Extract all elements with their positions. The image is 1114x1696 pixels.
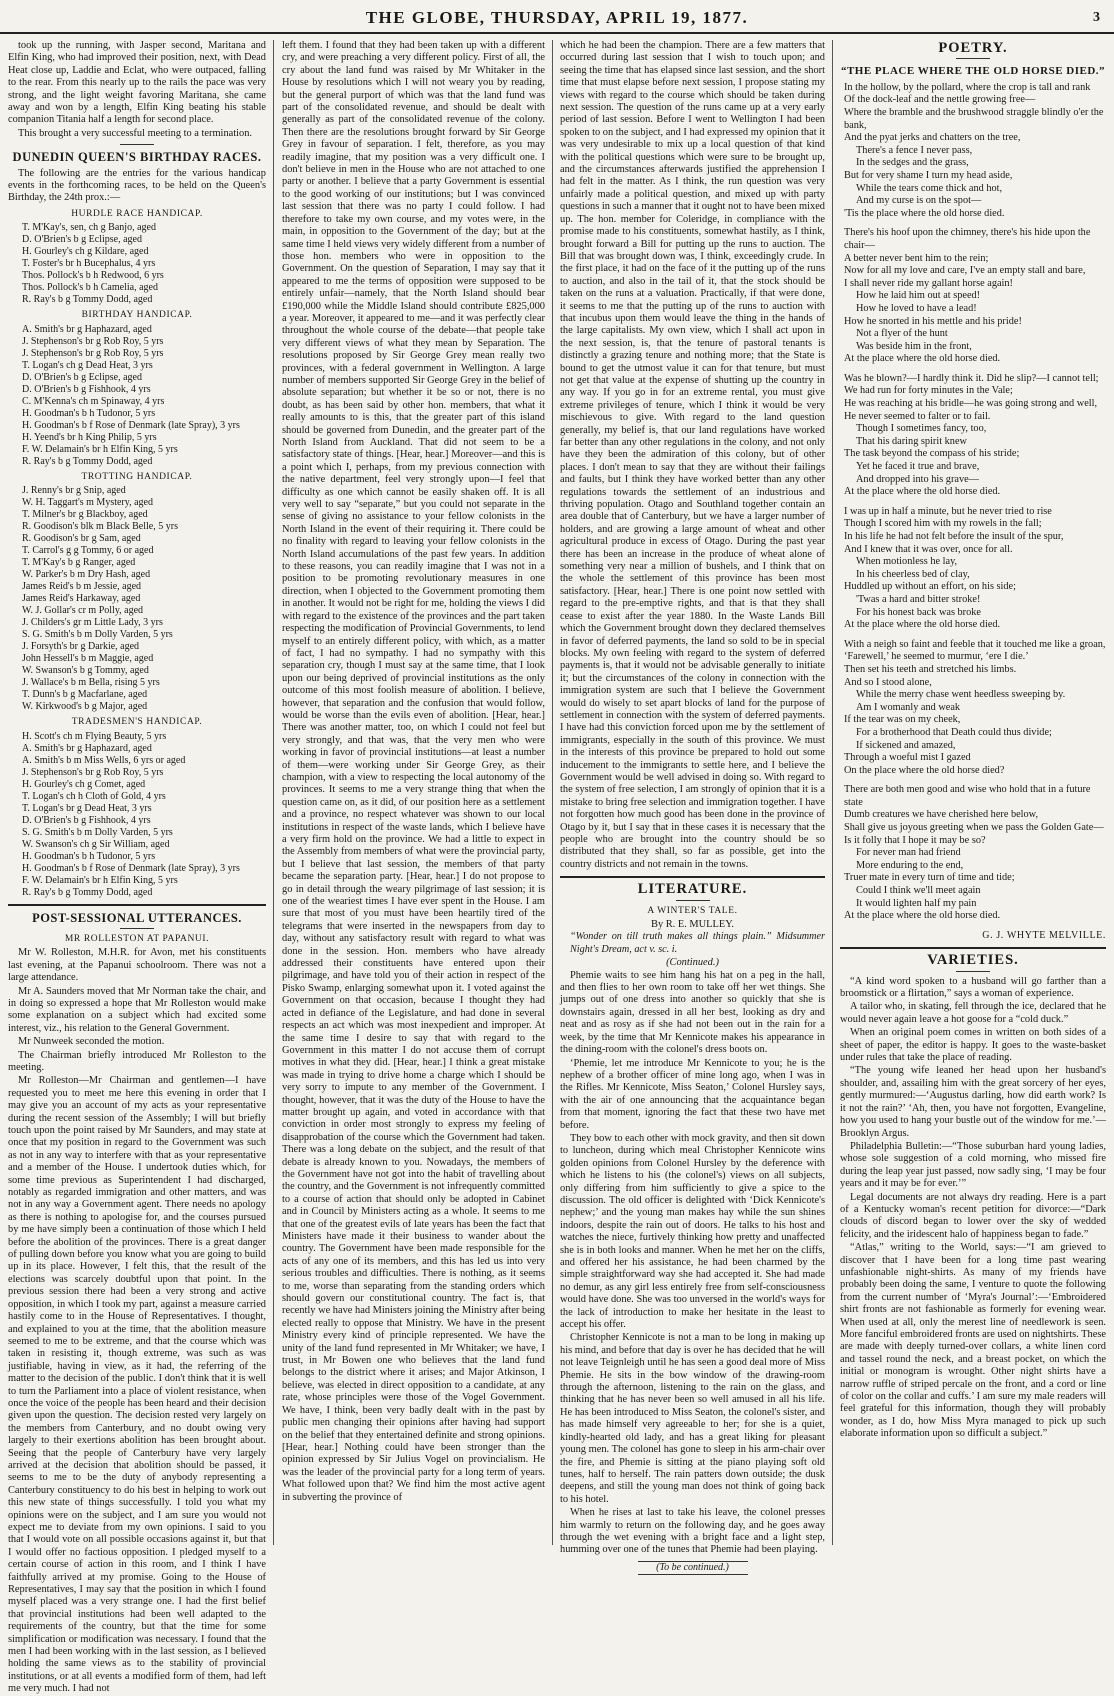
column-rule (273, 40, 274, 1545)
column-rule (552, 40, 553, 1545)
poem-line: But for very shame I turn my head aside, (844, 169, 1013, 181)
race-entry: J. Stephenson's br g Rob Roy, 5 yrs (22, 335, 164, 347)
race-entry: T. Logan's ch h Cloth of Gold, 4 yrs (22, 790, 166, 802)
race-entry: W. J. Gollar's cr m Polly, aged (22, 605, 144, 617)
page-number: 3 (1093, 10, 1100, 25)
poem-line: Dumb creatures we have cherished here below, (844, 809, 1039, 821)
poem-line: 'Tis the place where the old horse died. (844, 207, 1005, 219)
poem-line: A better never bent him to the rein; (844, 252, 989, 264)
masthead-title: THE GLOBE, THURSDAY, APRIL 19, 1877. (365, 8, 749, 27)
race-entry: Thos. Pollock's b h Camelia, aged (22, 282, 158, 294)
race-entry: D. O'Brien's b g Fishhook, 4 yrs (22, 814, 151, 826)
race-entry: A. Smith's b m Miss Wells, 6 yrs or aged (22, 754, 186, 766)
poem-line: He was reaching at his bridle—he was going strong and well, (844, 398, 1098, 410)
poem-line: How he laid him out at speed! (856, 290, 981, 302)
story-title: A WINTER'S TALE. (647, 905, 738, 916)
story-paragraph: When he rises at last to take his leave, the colonel presses him warmly to return on the following day, and he goes away through the wet evening with a bright face and a light step, humming over one of the tunes that Phemie had been playing. (560, 1507, 825, 1556)
rolleston-subheadline: MR ROLLESTON AT PAPANUI. (64, 933, 210, 944)
race-entry: J. Stephenson's br g Rob Roy, 5 yrs (22, 766, 164, 778)
race-entry: James Reid's b m Jessie, aged (22, 581, 142, 593)
story-epigraph: “Wonder on till truth makes all things plain.” Midsummer Night's Dream, act v. sc. i. (570, 931, 825, 955)
poem-line: In the sedges and the grass, (856, 157, 969, 169)
race-entry: R. Ray's b g Tommy Dodd, aged (22, 886, 153, 898)
race-entry: S. G. Smith's b m Dolly Varden, 5 yrs (22, 826, 173, 838)
race-entry: H. Goodman's b h Tudonor, 5 yrs (22, 850, 156, 862)
race-entry: H. Goodman's b f Rose of Denmark (late Spray), 3 yrs (22, 419, 240, 431)
story-paragraph: Phemie waits to see him hang his hat on a peg in the hall, and then flies to her own room to take off her wet things. She jumps out of one dress into another so quickly that she is downstairs again, dressed in all her best, looking as dry and neat and as rosy as if she had not been out in the rain for a week, by the time that Mr Kennicote makes his appearance in the dining-room with the colonel's dress boots on. (560, 969, 825, 1056)
race-entry: J. Forsyth's br g Darkie, aged (22, 641, 140, 653)
trotting-entries (8, 485, 266, 713)
poem-line: We had run for forty minutes in the Vale; (844, 385, 1013, 397)
race-entry: H. Gourley's ch g Kildare, aged (22, 246, 149, 258)
race-entry: T. Logan's br g Dead Heat, 3 yrs (22, 802, 152, 814)
divider (120, 928, 154, 929)
column-3 (560, 40, 825, 1573)
race-entry: D. O'Brien's b g Eclipse, aged (22, 234, 142, 246)
rolleston-article (8, 947, 266, 1695)
race-entry: F. W. Delamain's br h Elfin King, 5 yrs (22, 874, 178, 886)
race-entry: F. W. Delamain's br h Elfin King, 5 yrs (22, 443, 178, 455)
race-entry: S. G. Smith's b m Dolly Varden, 5 yrs (22, 629, 173, 641)
races-intro: The following are the entries for the various handicap events in the forthcoming races, to be held on the Queen's Birthday, the 24th prox.:— (8, 167, 266, 204)
poem-line: Then set his teeth and stretched his limbs. (844, 663, 1017, 675)
tradesmen-handicap-title: TRADESMEN'S HANDICAP. (71, 717, 203, 728)
race-entry: C. M'Kenna's ch m Spinaway, 4 yrs (22, 395, 165, 407)
poem-line: Shall give us joyous greeting when we pass the Golden Gate— (844, 822, 1104, 834)
column-4 (840, 40, 1106, 1545)
poem-stanza (840, 373, 1106, 499)
race-entry: H. Goodman's b h Tudonor, 5 yrs (22, 407, 156, 419)
tradesmen-entries (8, 731, 266, 899)
story-paragraph: Christopher Kennicote is not a man to be long in making up his mind, and before that day is over he has decided that he will not leave Teignleigh until he has seen a good deal more of Miss Phemie. He sits in the bow window of the drawing-room through the afternoon, listening to the rain on the glass, and thinking that he has never been so well amused in all his life. He has been introduced to Miss Seaton, the colonel's sister, and has made himself very agreeable to her; for she is a quiet, kindly-hearted old lady, and has a great liking for pleasant young men. The colonel has gone to sleep in his arm-chair over the fire, and Phemie is sitting at the piano playing soft old tunes, half to herself. The rain patters down outside; the dusk deepens, and still the young man does not think of going back to his hotel. (560, 1332, 825, 1505)
race-entry: T. Milner's br g Blackboy, aged (22, 509, 148, 521)
divider (120, 144, 154, 145)
poem-line: Not a flyer of the hunt (856, 328, 948, 340)
race-entry: R. Goodison's blk m Black Belle, 5 yrs (22, 521, 178, 533)
poem-line: Where the bramble and the brushwood straggle blindly o'er the bank, (844, 107, 1104, 131)
race-entry: T. Carrol's g g Tommy, 6 or aged (22, 545, 154, 557)
varieties-list (840, 976, 1106, 1441)
paragraph: “A kind word spoken to a husband will go farther than a broomstick or a flirtation,” says a woman of experience. (840, 975, 1106, 1000)
poem-line: Now for all my love and care, I've an empty stall and bare, (844, 265, 1086, 277)
race-entry: John Hessell's b m Maggie, aged (22, 653, 154, 665)
poem-line: In his life he had not felt before the insult of the spur, (844, 531, 1064, 542)
race-entry: H. Goodman's b f Rose of Denmark (late Spray), 3 yrs (22, 862, 240, 874)
race-entry: W. Kirkwood's b g Major, aged (22, 701, 148, 713)
race-entry: R. Ray's b g Tommy Dodd, aged (22, 294, 153, 306)
race-entry: H. Yeend's br h King Philip, 5 yrs (22, 431, 157, 443)
divider (956, 971, 990, 972)
race-entry: W. H. Taggart's m Mystery, aged (22, 497, 153, 509)
poem-line: In his cheerless bed of clay, (856, 568, 970, 580)
poem-line: At the place where the old horse died. (844, 353, 1001, 365)
poem-line: While the merry chase went heedless sweeping by. (856, 689, 1066, 701)
trotting-handicap-title: TROTTING HANDICAP. (81, 471, 193, 482)
poem-line: Truer mate in every turn of time and tide; (844, 872, 1015, 884)
story-paragraph: ‘Phemie, let me introduce Mr Kennicote to you; he is the nephew of a brother officer of mine long ago, when I was in the Rifles. Mr Kennicote, Miss Seaton,’ Colonel Hursley says, with the air of one announcing that the acquaintance began from that moment, ignoring the fact that these two have met before. (560, 1057, 825, 1131)
continued-note: (Continued.) (666, 957, 719, 969)
poem-line: 'Twas a hard and bitter stroke! (856, 593, 981, 605)
poem-line: I shall never ride my gallant horse again! (844, 277, 1013, 289)
race-entry: A. Smith's br g Haphazard, aged (22, 323, 152, 335)
race-entry: A. Smith's br g Haphazard, aged (22, 742, 152, 754)
racing-report-para: took up the running, with Jasper second, Maritana and Elfin King, who had improved their position, next, with Dead Heat close up, Laddie and Eclat, who were outpaced, falling to the rear. From this nearly up to the rails the pace was very strong, and the light weight favoring Maritana, she came away and won by a length, Elfin King beating his stable companion Titania half a length for second place. (8, 40, 266, 126)
poem-line: The task beyond the compass of his stride; (844, 448, 1020, 460)
birthday-entries (8, 324, 266, 468)
story-paragraph: They bow to each other with mock gravity, and then sit down to luncheon, during which meal Christopher Kennicote wins golden opinions from Colonel Hursley by the deference with which he listens to his (the colonel's) views on all subjects, only differing from him sufficiently to give a spice to the discussion. The old officer is delighted with ‘Dick Kennicote's nephew;’ and the young man makes hay while the sun shines indoors, despite the rain out of doors. He talks to his host and watches the niece, furtively thinking how pretty and unaffected she is in both looks and manner. When he met her on the cliffs, and offered her his assistance, he had been charmed by the simple straightforward way she had accepted it. She had made no demur, as any girl less entirely free from self-consciousness would have done. She was too unversed in the world's ways for the lack of introduction to make her hesitate in the least to accept his offer. (560, 1132, 825, 1331)
race-entry: J. Renny's br g Snip, aged (22, 485, 126, 497)
divider (560, 876, 825, 878)
poem-stanza (840, 639, 1106, 778)
poem-line: In the hollow, by the pollard, where the crop is tall and rank (844, 81, 1091, 93)
race-entry: T. Logan's ch g Dead Heat, 3 yrs (22, 359, 153, 371)
poem-line: And my curse is on the spot— (856, 195, 982, 207)
divider (956, 58, 990, 59)
paragraph: Philadelphia Bulletin:—“Those suburban hard young ladies, whose sole suggestion of a cold morning, who missed fire during the leap year just passed, now sadly sing, ‘I may be four years and it may be for ever.’” (840, 1140, 1106, 1190)
paragraph: Mr W. Rolleston, M.H.R. for Avon, met his constituents last evening, at the Papanui schoolroom. There was not a large attendance. (8, 947, 266, 984)
poem-line: At the place where the old horse died. (844, 619, 1001, 631)
poem-body (840, 82, 1106, 923)
paragraph: “The young wife leaned her head upon her husband's shoulder, and, assailing him with the great sorcery of her eyes, gently murmured:—‘Augustus darling, how did earth work? Is it not the rain?’ ‘Ah, then, you have not forgotten, Evangeline, how you used to hang your bustle out of the window for me.’—Brooklyn Argus. (840, 1065, 1106, 1139)
poem-line: Was he blown?—I hardly think it. Did he slip?—I cannot tell; (844, 372, 1099, 384)
paragraph: When an original poem comes in written on both sides of a sheet of paper, the editor is happy. It goes to the waste-basket under rules that take the place of reading. (840, 1027, 1106, 1064)
race-entry: Thos. Pollock's b h Redwood, 6 yrs (22, 270, 164, 282)
divider (840, 947, 1106, 949)
race-entry: H. Scott's ch m Flying Beauty, 5 yrs (22, 730, 167, 742)
poem-line: If sickened and amazed, (856, 739, 956, 751)
poem-line: Of the dock-leaf and the nettle growing free— (844, 94, 1036, 106)
race-entry: T. M'Kay's b g Ranger, aged (22, 557, 136, 569)
poem-line: For his honest back was broke (856, 606, 981, 618)
poem-line: With a neigh so faint and feeble that it touched me like a groan, (844, 638, 1106, 650)
poem-line: It would lighten half my pain (856, 897, 977, 909)
poem-line: Yet he faced it true and brave, (856, 461, 980, 473)
poem-line: Through a woeful mist I gazed (844, 752, 971, 764)
race-entry: R. Goodison's br g Sam, aged (22, 533, 141, 545)
hurdle-handicap-title: HURDLE RACE HANDICAP. (71, 208, 203, 219)
poem-line: For a brotherhood that Death could thus divide; (856, 726, 1052, 738)
column-1 (8, 40, 266, 1695)
poem-line: At the place where the old horse died. (844, 910, 1001, 922)
race-entry: T. M'Kay's, sen, ch g Banjo, aged (22, 222, 156, 234)
poem-line: More enduring to the end, (856, 859, 964, 871)
birthday-handicap-title: BIRTHDAY HANDICAP. (81, 310, 193, 321)
poem-line: Was beside him in the front, (856, 340, 972, 352)
divider (676, 900, 710, 901)
poem-line: Though I scored him with my rowels in the fall; (844, 518, 1042, 530)
varieties-headline: VARIETIES. (927, 952, 1019, 969)
poem-line: Am I womanly and weak (856, 701, 961, 713)
paragraph: “Atlas,” writing to the World, says:—“I am grieved to discover that I have been for a long time past wearing unfashionable night-shirts. As many of my friends have probably been doing the same, I venture to quote the following from the current number of ‘Myra's Journal’:—‘Embroidered shirt fronts are not fashionable as formerly for evening wear. When used at all, only the merest line of needlework is seen. More fanciful embroidered fronts are used on nightshirts. These are made with deeply turned-over collars, a white linen cord and tassel round the neck, and a breast pocket, on which the initial or monogram is wrought. Other night shirts have a narrow ruffle of striped percale on the front, and a cord or line of color on the collar and cuffs.’ I am sure my male readers will feel grateful for this information, though they will probably wonder, as I do, how Miss Myra managed to pick up such elaborate information upon so difficult a subject.” (840, 1242, 1106, 1440)
paragraph: Mr Rolleston—Mr Chairman and gentlemen—I have requested you to meet me here this evening in order that I may give you an account of my acts as your representative during the recent session of the Assembly; I will but briefly touch upon the point raised by Mr Saunders, and may state at once that my position in regard to the Government was such as not in any way to interfere with that as your representative and a member of the House. I undertook duties which, for some time previous as Superintendent I had discharged, notably as regarded immigration and other matters, and was not in any way a Government agent. There needs no apology as there is nothing to apologise for, and the courses pursued by me have simply been a continuation of those which I held before the abolition of the provinces. There is a great danger of pulling down before you know what you are going to build up in its place. However, I felt this, that the result of the elections was scarcely doubtful upon that point. In the previous session there had been a very strong and active opposition, in which I took my part, against a measure carried hastily come to in the House of Representatives. I thought, and explained to you at the time, that the abolition measure seemed to me to be extreme, and that the course which was taken in resisting it, though extreme, was such as was justifiable, having in view, as it had, the referring of the matter to the decision of the public. I don't think that it is well to turn the Parliament into a place of violent resistance, when once the voice of the people has been heard and their decision given upon the question. The decision rested very largely on the members from Canterbury, and no doubt owing very largely to their exertions abolition has been brought about. Seeing that the people of Canterbury have very largely arrived at the decision that abolition should be passed, it seems to me to be the duty of anybody representing a Canterbury constituency to do his best in helping to work out this new state of things successfully. I told you what my opinions were on the subject, and I am sure you would not expect me to deviate from my own opinions. I said to you that I would vote on all possible occasions against it, but that I would offer no factious opposition. I pledged myself to a certain course of action in this room, and I think I have faithfully arrived at my promise. Going to the House of Representatives, I may say that the position in which I found myself placed was a very strange one. I had the first belief that provincial institutions had been well adapted to the requirements of the country, but that the time for some simplification or modification was necessary. I found that the men I had been working with in the last session, as I believed holding the same views as to the stability of provincial institutions, or at all events a modified form of them, had left me very much. I had not (8, 1075, 266, 1695)
racing-report-para: This brought a very successful meeting to a termination. (18, 127, 253, 139)
story-author: By R. E. MULLEY. (651, 919, 734, 931)
poem-line: I was up in half a minute, but he never tried to rise (844, 505, 1052, 517)
poem-line: And I knew that it was over, once for all. (844, 543, 1013, 555)
poem-line: If the tear was on my cheek, (844, 714, 961, 726)
post-sessional-headline: POST-SESSIONAL UTTERANCES. (32, 910, 242, 925)
poem-line: Is it folly that I hope it may be so? (844, 834, 986, 846)
race-entry: T. Foster's br h Bucephalus, 4 yrs (22, 258, 156, 270)
races-headline: DUNEDIN QUEEN'S BIRTHDAY RACES. (12, 150, 262, 165)
poetry-headline: POETRY. (938, 40, 1008, 56)
paragraph: Mr A. Saunders moved that Mr Norman take the chair, and in doing so expressed a hope that Mr Rolleston would make some explanation on a subject which had excited some interest, viz., his relation to the General Government. (8, 985, 266, 1034)
poem-stanza (840, 82, 1106, 221)
race-entry: D. O'Brien's b g Fishhook, 4 yrs (22, 383, 151, 395)
race-entry: H. Gourley's ch g Comet, aged (22, 778, 146, 790)
race-entry: W. Parker's b m Dry Hash, aged (22, 569, 151, 581)
paragraph: Mr Nunweek seconded the motion. (18, 1036, 165, 1048)
paragraph: A tailor who, in skating, fell through the ice, declared that he would never again leave a hot goose for a “cold duck.” (840, 1001, 1106, 1025)
poem-line: And the pyat jerks and chatters on the tree, (844, 132, 1021, 144)
poem-author: G. J. WHYTE MELVILLE. (982, 929, 1106, 941)
race-entry: D. O'Brien's b g Eclipse, aged (22, 371, 142, 383)
poem-stanza (840, 506, 1106, 632)
poem-line: On the place where the old horse died? (844, 764, 1005, 776)
column-rule (832, 40, 833, 1545)
literature-headline: LITERATURE. (637, 881, 748, 898)
rolleston-article-continued: left them. I found that they had been taken up with a different cry, and were preaching a very different policy. First of all, the cry about the land fund was raised by Mr Whitaker in the House by resolutions which I will not weary you by reading, but the general purport of which was that the land fund was part of the consolidated revenue, and should be dealt with generally as part of the consolidated revenue of the colony. Then there are the resolutions brought forward by Sir George Grey in favour of separation. I felt, therefore, as you may readily imagine, that my position was a very difficult one. I don't believe in men in the House who are not attached to one party or another. I believe that a party Government is essential to the good working of our institutions; but I was convinced last session that there was no party I could follow. I had therefore to take my own course, and my votes were, in the main, in opposition to the Government of the day; but at the same time I held views very widely different from a number of those hon. members who were in opposition to the Government. On the question of Separation, I may say that it appeared to me the terms of opposition were supposed to be entirely unfair—namely, that the North Island should bear £190,000 while the Middle Island should contribute £825,000 a year. Moreover, it appeared to me—and it was perfectly clear throughout the whole course of the debate—that people take very different views of what they mean by Separation. The resolutions proposed by Sir George Grey mean really two provinces, with a federal government in Wellington. A large number of members supported Sir George Grey in the belief of absolute separation; but whether it be so or not, there is no doubt, as has been said by other hon. members, that what it really amounts to is this, that the greater part of this island should be governed from Dunedin, and the greater part of the North Island from Auckland. That did not seem to be a satisfactory state of things. [Hear, hear.] Moreover—and this is a point which I, perhaps, from my previous connection with the native department, feel very strongly upon—I feel that difficulty as one which cannot be easily shaken off. It is all very well to say “separate,” but you could not separate in the sense of giving no assistance to your fellow colonists in the North Island in the event of their requiring it. There could be no finality with regard to leaving your fellow colonists in the North Island accumulations of the past few years. In addition to these reasons, you can readily imagine that I was not in a position to be promoting revolutionary measures in one direction, when I objected to the Government promoting them in another. It would not be right for me, holding the views I did with regard to the existence of the provinces and the part taken respecting the modification of Provincial Governments, to lend myself to an entirely different policy, with which, as a matter of fact, I had no sympathy. I had no sympathy with this separation cry, though I must say at the same time, that I look upon our being deprived of provincial institutions as the only outcome of this most foolish measure of abolition. I believe, however, that separation and the confusion that would follow, would be worse than the evils even of abolition. [Hear, hear.] There was another matter, too, on which I could not feel but very strongly, and that was, that the very men who were working in favor of provincial institutions—at least a number of them—were working under Sir George Grey, as their champion, with a view to respecting the local autonomy of the provinces. It seems to me a very strange thing that when the question came on, as it did, of our position here as a settlement and a province, no respect whatever was shown to our local institutions in respect of the waste lands, which I believe have a very firm hold on the province. We had a little to expect in the Assembly from members of what were the provincial party, but I believe that last session, the members of that party became the separation party. [Hear, hear.] I do not propose to go in detail through the weary pilgrimage of last session; it is one of the weariest times I have ever spent in the House. I am sure that most of you must have been heartily tired of the telegrams that were inserted in the newspapers from day to day, without any satisfactory result with regard to what was done in the session. Hon. members who have already addressed their constituents have entered upon their pilgrimage, and have told you of their action in respect of the Pisko Swamp, enlarging somewhat upon it. I voted against the Government on that occasion, because I thought they had acted in defiance of the Legislature, and had done in several respects an act which was most inexpedient and improper. At the same time I desire to say that with regard to the Government in this matter I do not accuse them of corrupt motives in what they did. [Hear, hear.] I think a great mistake was made in trying to drive home a charge which I should be very sorry to impute to any member of the Government. I thought, however, that it was the duty of the House to have the matter brought up again, and voted in accordance with that conviction in order most strongly to express my feeling of disapprobation of the course which the Government had taken. There was a long debate on the subject, and the result of that debate is already known to you. Nowadays, the members of the Government have not got into the habit of travelling about the country, and the Government is not infrequently committed to a course of action that should only be adopted in Cabinet and in Council by Ministers acting as a whole. It seems to me that one of the greatest evils of late years has been the fact that Ministers have made it their business to wander about the country. The Government have been made responsible for the acts of any one of its members, and this has led us into very serious troubles and difficulties. There is nothing, as it seems to me, worse than separating from the standing orders which should govern our constitutional country. The fact is, that recently we have had Ministers joining the Ministry after being elected really to oppose that Ministry. We have in the present Ministry every kind of principle represented. We have the unity of the land fund represented in Mr Whitaker; we have, I trust, in Mr Bowen one who believes that the land fund belongs to the district where it arises; and Major Atkinson, I believe, was elected in direct opposition to a candidate, at any rate, whose principles were those of the Vogel Government. We have, I think, been very badly dealt with in the past by public men changing their opinions after having had support on the belief that they entertained definite and strong opinions. [Hear, hear.] Nothing could have been stronger than the opinion expressed by Sir Julius Vogel on provincialism. He was the leader of the provincial party for a long term of years. What followed upon that? We find him the most active agent in subverting the province of (282, 40, 545, 1503)
race-entry: T. Dunn's b g Macfarlane, aged (22, 689, 148, 701)
poem-stanza (840, 227, 1106, 366)
poem-line: There's his hoof upon the chimney, there's his hide upon the chair— (844, 227, 1091, 251)
poem-line: And so I stood alone, (844, 676, 932, 688)
race-entry: J. Wallace's b m Bella, rising 5 yrs (22, 677, 160, 689)
poem-line: There are both men good and wise who hold that in a future state (844, 784, 1091, 808)
race-entry: J. Childers's gr m Little Lady, 3 yrs (22, 617, 163, 629)
poem-line: And dropped into his grave— (856, 473, 979, 485)
poem-line: How he loved to have a lead! (856, 302, 977, 314)
poem-line: Though I sometimes fancy, too, (856, 423, 987, 435)
poem-line: That his daring spirit knew (856, 435, 967, 447)
column-2 (282, 40, 545, 1545)
hurdle-entries (8, 222, 266, 306)
poem-line: ‘Farewell,’ he seemed to murmur, ‘ere I die.’ (844, 651, 1029, 663)
to-be-continued: (To be continued.) (638, 1561, 748, 1575)
masthead (0, 6, 1114, 34)
race-entry: W. Swanson's ch g Sir William, aged (22, 838, 170, 850)
paragraph: The Chairman briefly introduced Mr Rolleston to the meeting. (8, 1049, 266, 1073)
poem-line: Could I think we'll meet again (856, 885, 981, 897)
paragraph: Legal documents are not always dry reading. Here is a part of a Kentucky woman's recent petition for divorce:—“Dark clouds of discord began to lower over the sky of wedded felicity, and the iridescent halo of happiness began to fade.” (840, 1191, 1106, 1240)
poem-line: There's a fence I never pass, (856, 144, 973, 156)
poem-line: For never man had friend (856, 847, 961, 859)
poem-line: He never seemed to falter or to fail. (844, 410, 991, 422)
poem-line: When motionless he lay, (856, 556, 958, 568)
divider (8, 904, 266, 906)
poem-title: “THE PLACE WHERE THE OLD HORSE DIED.” (840, 65, 1106, 78)
poem-stanza (840, 784, 1106, 923)
poem-line: While the tears come thick and hot, (856, 182, 1003, 194)
poem-line: Huddled up without an effort, on his side; (844, 581, 1016, 593)
race-entry: J. Stephenson's br g Rob Roy, 5 yrs (22, 347, 164, 359)
race-entry: James Reid's Harkaway, aged (22, 593, 141, 605)
race-entry: R. Ray's b g Tommy Dodd, aged (22, 455, 153, 467)
poem-line: How he snorted in his mettle and his pride! (844, 315, 1022, 327)
race-entry: W. Swanson's b g Tommy, aged (22, 665, 149, 677)
rolleston-article-continued: which he had been the champion. There are a few matters that occurred during last session that I wish to touch upon; and seeing the time that has elapsed since last session, and the short time that must elapse before next session, I propose stating my views with regard to the course which should be taken during next session. The question of the runs came up at a very early period of last session. Before I went to Wellington I had been spoken to on the subject, and I had expressed my opinion that it was very undesirable to mix up a local question of that kind with the political questions which were sure to be brought up, and the circumstances afterwards justified the apprehension I had felt in the matter. As I think, the run question was very unfairly made a political question, and mixed up with party questions in such a manner that it ought not to have been mixed up. The hon. member for Coleridge, in compliance with the promise made to his constituents, somewhat hastily, as I think, brought forward a Bill for putting up the runs to auction. The Bill that was brought down was, I think, exceedingly crude. In the first place, it had on the face of it the putting up of the runs to auction, and also in the tail of it, that the stock should be taken on the runs at a valuation. Practically, if that were done, it seems to me that the putting up of the runs to auction with that incubus upon them would leave the thing in the hands of the large capitalists. My own view, which I shall act upon in the next session, is, that the tenure of pastoral tenants is distinctly a grazing tenure and nothing more; that the State is bound to get the utmost value it can for that tenure, but must not get that value at the expense of shutting up the country in any way. If you go in for an extreme rental, you must give extreme privileges of tenure, which I think it would be very mischievous to give. With regard to the land question generally, my belief is, that our land regulations have worked far better than any other regulations in the colony, and not only have they been the admiration of this colony, but of other places. I don't mean to say that they are without their failings and faults, but I think they have worked better than any other regulations towards the settlement of an industrious and thriving population. Otago and Southland together contain an area double that of Canterbury, but we have a larger number of holders, and are growing a large amount of wheat and other agricultural produce in excess of Otago. During the past year there has been an increase in the produce of wheat alone of something very near a million of bushels, and I think that on the whole the settlement of this province has been most satisfactory. [Hear, hear.] There is one point now settled with regard to the pre-emptive rights, and that is that they shall cease to exist after the year 1880. In the Waste Lands Bill which the Government brought down they declared themselves in favor of deferred payments, the land so sold to be in special blocks. My own feeling with regard to the system of deferred payments is, that it would not be advisable generally to initiate it; but the circumstances of the colony in connection with the immigration system are such that I believe the Government would do wisely to set apart blocks of land for the purpose of settlement in connection with the system of deferred payments. I have had this conviction forced upon me by the settlement of immigrants, especially in the south of this province. We must in the interests of this province be prepared to hold out some inducement to the immigrants to settle here, and I believe the Government would be well advised in doing so. With regard to the system of free selection, I am strongly of opinion that it is a mistake to bring free selection and immigration together. I have not forgotten how much good has been done in the province of Otago by it, but I say that in these cases it is necessary that the people who are brought into the country should be so distributed that they shall, so far as possible, get into the country districts and not remain in the towns. (560, 40, 825, 870)
poem-line: At the place where the old horse died. (844, 486, 1001, 498)
